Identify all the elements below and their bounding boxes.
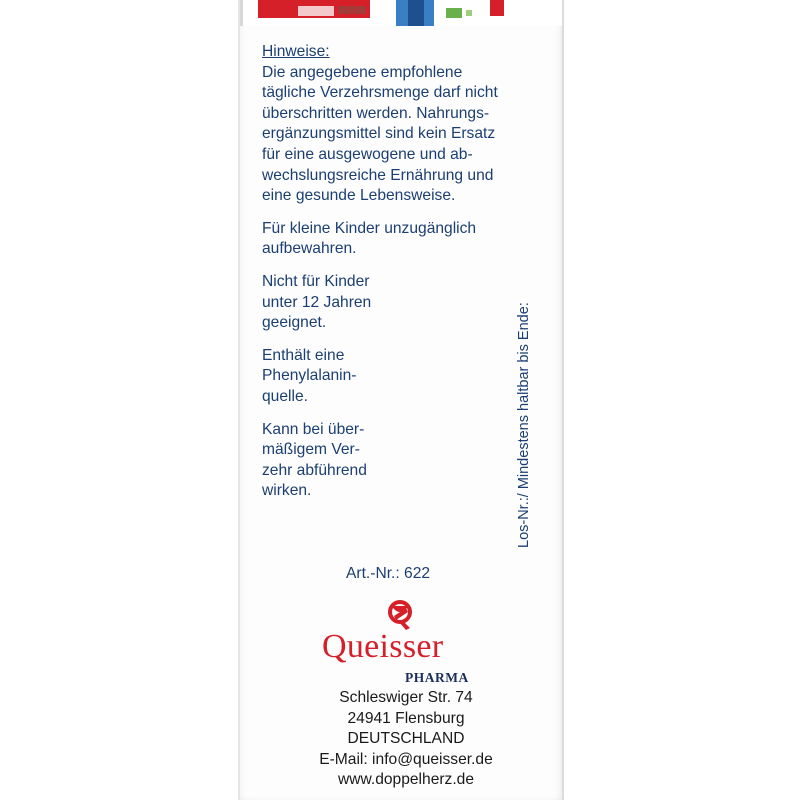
notes-paragraph-3: Nicht für Kinder unter 12 Jahren geeignet. [262,272,372,332]
article-number: Art.-Nr.: 622 [346,565,431,582]
notes-paragraph-5: Kann bei über- mäßigem Ver- zehr abführend wirken. [262,420,367,500]
address-block [300,688,512,791]
notes-paragraph-2: Für kleine Kinder unzugänglich aufbewahren. [262,219,477,258]
address-email: E-Mail: info@queisser.de [319,750,493,768]
panel-right-edge [562,0,564,800]
top-print-strip [238,0,564,26]
notes-heading: Hinweise: [262,43,330,60]
brand-subtitle: PHARMA [405,670,469,685]
notes-paragraph-4: Enthält eine Phenylalanin- quelle. [262,346,357,405]
brand-name: Queisser [322,628,444,665]
address-website: www.doppelherz.de [337,771,475,789]
address-city: 24941 Flensburg [347,709,465,727]
notes-section [262,42,542,514]
address-street: Schleswiger Str. 74 [339,689,473,706]
batch-expiry-label: Los-Nr.:/ Mindestens haltbar bis Ende: [516,302,532,548]
notes-paragraph-1: Die angegebene empfohlene tägliche Verzehrsmenge darf nicht überschritten werden. Nahrungs- ergänzungsmittel sind kein Ersatz für eine ausgewogene und ab- wechslungsreiche Ernährung und eine gesunde Lebensweise. [262,63,498,205]
address-country: DEUTSCHLAND [347,730,465,748]
panel-left-edge [238,0,240,800]
